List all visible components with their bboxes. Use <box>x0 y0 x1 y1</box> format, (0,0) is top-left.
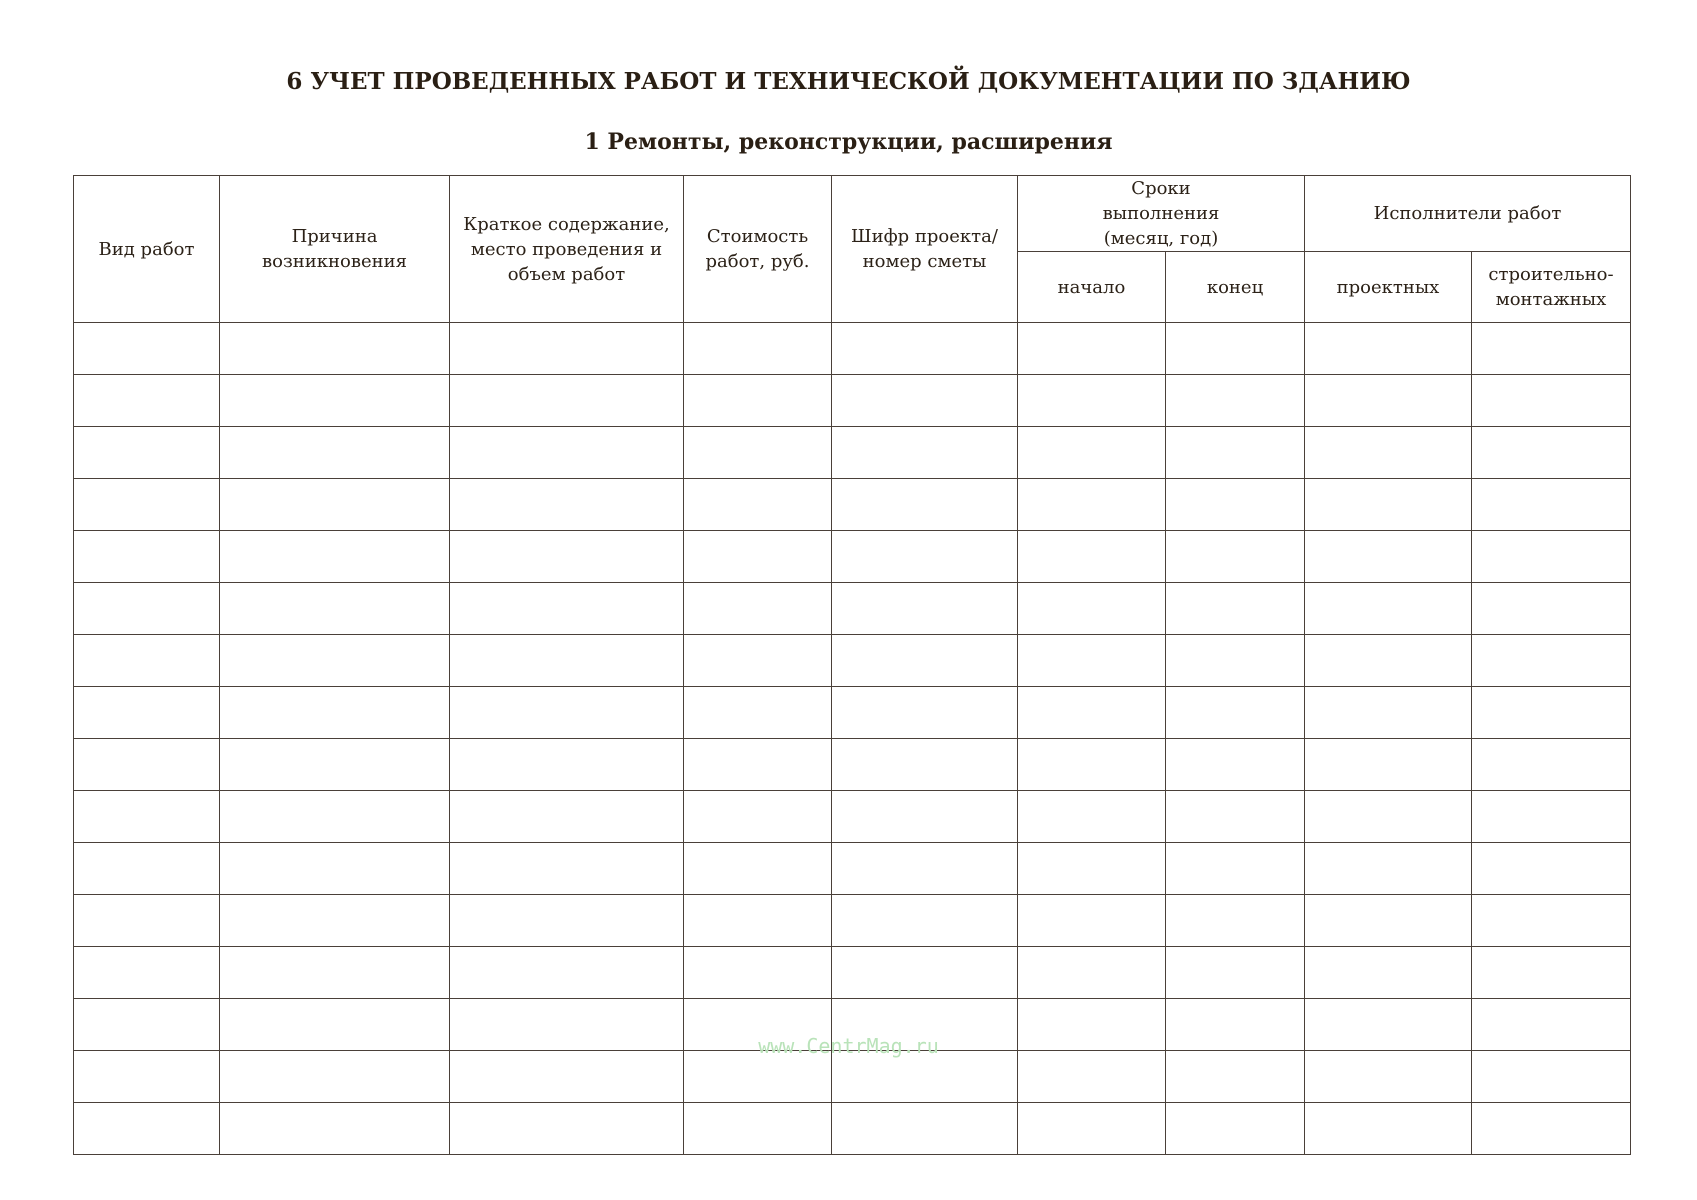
header-executors: Исполнители работ <box>1305 176 1631 252</box>
table-cell[interactable] <box>1472 583 1631 635</box>
table-cell[interactable] <box>450 739 684 791</box>
table-cell[interactable] <box>74 531 220 583</box>
table-cell[interactable] <box>1305 843 1472 895</box>
header-cost: Стоимость работ, руб. <box>684 176 832 323</box>
table-cell[interactable] <box>832 791 1018 843</box>
table-cell[interactable] <box>684 739 832 791</box>
table-cell[interactable] <box>74 635 220 687</box>
table-cell[interactable] <box>1018 1051 1166 1103</box>
table-cell[interactable] <box>1166 843 1305 895</box>
table-cell[interactable] <box>1018 427 1166 479</box>
table-cell[interactable] <box>220 479 450 531</box>
table-cell[interactable] <box>1018 635 1166 687</box>
table-cell[interactable] <box>450 1051 684 1103</box>
table-cell[interactable] <box>832 531 1018 583</box>
table-cell[interactable] <box>220 947 450 999</box>
table-cell[interactable] <box>832 635 1018 687</box>
table-cell[interactable] <box>1472 427 1631 479</box>
table-cell[interactable] <box>220 375 450 427</box>
table-cell[interactable] <box>1472 1051 1631 1103</box>
table-cell[interactable] <box>450 947 684 999</box>
table-cell[interactable] <box>450 1103 684 1155</box>
table-body <box>74 323 1631 1155</box>
table-cell[interactable] <box>1166 427 1305 479</box>
table-cell[interactable] <box>450 895 684 947</box>
table-cell[interactable] <box>74 1051 220 1103</box>
table-cell[interactable] <box>1166 687 1305 739</box>
table-cell[interactable] <box>1305 895 1472 947</box>
table-cell[interactable] <box>832 1103 1018 1155</box>
table-cell[interactable] <box>220 635 450 687</box>
table-cell[interactable] <box>1305 375 1472 427</box>
table-cell[interactable] <box>1472 947 1631 999</box>
table-cell[interactable] <box>74 1103 220 1155</box>
table-cell[interactable] <box>1018 739 1166 791</box>
header-design: проектных <box>1305 252 1472 323</box>
table-cell[interactable] <box>1305 1103 1472 1155</box>
table-cell[interactable] <box>74 843 220 895</box>
table-cell[interactable] <box>832 843 1018 895</box>
table-cell[interactable] <box>684 323 832 375</box>
table-row <box>74 895 1631 947</box>
table-cell[interactable] <box>684 947 832 999</box>
table-cell[interactable] <box>1305 947 1472 999</box>
table-cell[interactable] <box>1305 1051 1472 1103</box>
table-cell[interactable] <box>1305 427 1472 479</box>
table-cell[interactable] <box>1305 323 1472 375</box>
table-cell[interactable] <box>450 843 684 895</box>
table-cell[interactable] <box>1166 895 1305 947</box>
table-cell[interactable] <box>1018 843 1166 895</box>
table-row <box>74 947 1631 999</box>
table-cell[interactable] <box>1166 531 1305 583</box>
table-row <box>74 583 1631 635</box>
header-deadlines: Сроки выполнения (месяц, год) <box>1018 176 1305 252</box>
table-cell[interactable] <box>1018 531 1166 583</box>
table-cell[interactable] <box>220 583 450 635</box>
table-cell[interactable] <box>1166 375 1305 427</box>
table-cell[interactable] <box>74 895 220 947</box>
table-cell[interactable] <box>832 895 1018 947</box>
table-cell[interactable] <box>220 843 450 895</box>
table-cell[interactable] <box>684 375 832 427</box>
section-subtitle: 1 Ремонты, реконструкции, расширения <box>584 129 1113 155</box>
header-start: начало <box>1018 252 1166 323</box>
table-cell[interactable] <box>1472 843 1631 895</box>
table-cell[interactable] <box>1018 323 1166 375</box>
table-cell[interactable] <box>450 687 684 739</box>
table-cell[interactable] <box>74 687 220 739</box>
header-construction: строительно-монтажных <box>1472 252 1631 323</box>
table-cell[interactable] <box>1305 479 1472 531</box>
table-cell[interactable] <box>1018 947 1166 999</box>
table-cell[interactable] <box>1472 323 1631 375</box>
table-cell[interactable] <box>450 427 684 479</box>
table-cell[interactable] <box>220 687 450 739</box>
table-cell[interactable] <box>832 1051 1018 1103</box>
table-cell[interactable] <box>1305 531 1472 583</box>
table-cell[interactable] <box>74 947 220 999</box>
table-cell[interactable] <box>832 479 1018 531</box>
table-cell[interactable] <box>832 583 1018 635</box>
table-cell[interactable] <box>1166 635 1305 687</box>
table-cell[interactable] <box>1166 791 1305 843</box>
table-cell[interactable] <box>684 791 832 843</box>
table-cell[interactable] <box>684 1051 832 1103</box>
table-cell[interactable] <box>220 531 450 583</box>
table-cell[interactable] <box>450 323 684 375</box>
table-cell[interactable] <box>684 531 832 583</box>
table-cell[interactable] <box>74 583 220 635</box>
table-cell[interactable] <box>1472 739 1631 791</box>
table-cell[interactable] <box>74 791 220 843</box>
table-cell[interactable] <box>1018 895 1166 947</box>
table-row <box>74 739 1631 791</box>
table-cell[interactable] <box>684 479 832 531</box>
table-row <box>74 1103 1631 1155</box>
table-cell[interactable] <box>1166 1103 1305 1155</box>
table-cell[interactable] <box>220 323 450 375</box>
table-cell[interactable] <box>1166 739 1305 791</box>
table-cell[interactable] <box>450 791 684 843</box>
table-cell[interactable] <box>1305 583 1472 635</box>
table-cell[interactable] <box>1305 635 1472 687</box>
table-cell[interactable] <box>832 375 1018 427</box>
table-row <box>74 479 1631 531</box>
table-cell[interactable] <box>450 479 684 531</box>
table-cell[interactable] <box>1018 791 1166 843</box>
page-title: 6 УЧЕТ ПРОВЕДЕННЫХ РАБОТ И ТЕХНИЧЕСКОЙ ДОКУМЕНТАЦИИ ПО ЗДАНИЮ <box>286 68 1411 95</box>
table-row <box>74 687 1631 739</box>
table-cell[interactable] <box>832 427 1018 479</box>
table-cell[interactable] <box>832 739 1018 791</box>
header-work-type: Вид работ <box>74 176 220 323</box>
table-cell[interactable] <box>450 531 684 583</box>
table-cell[interactable] <box>1166 1051 1305 1103</box>
table-cell[interactable] <box>832 947 1018 999</box>
table-row <box>74 375 1631 427</box>
table-cell[interactable] <box>1472 479 1631 531</box>
table-cell[interactable] <box>684 427 832 479</box>
table-cell[interactable] <box>450 583 684 635</box>
table-cell[interactable] <box>74 479 220 531</box>
works-log-table <box>73 175 1631 1155</box>
table-cell[interactable] <box>684 687 832 739</box>
table-row <box>74 323 1631 375</box>
table-cell[interactable] <box>74 427 220 479</box>
table-row <box>74 791 1631 843</box>
header-end: конец <box>1166 252 1305 323</box>
table-cell[interactable] <box>220 1103 450 1155</box>
table-cell[interactable] <box>1018 687 1166 739</box>
table-cell[interactable] <box>1018 479 1166 531</box>
table-cell[interactable] <box>1166 583 1305 635</box>
table-cell[interactable] <box>450 635 684 687</box>
table-row <box>74 843 1631 895</box>
table-cell[interactable] <box>220 427 450 479</box>
table-cell[interactable] <box>1472 1103 1631 1155</box>
table-cell[interactable] <box>684 895 832 947</box>
table-cell[interactable] <box>1472 531 1631 583</box>
table-cell[interactable] <box>684 583 832 635</box>
table-cell[interactable] <box>1018 375 1166 427</box>
watermark: www.CentrMag.ru <box>758 1034 939 1058</box>
table-cell[interactable] <box>1472 375 1631 427</box>
table-cell[interactable] <box>1018 1103 1166 1155</box>
table-cell[interactable] <box>1305 791 1472 843</box>
header-cause: Причина возникновения <box>220 176 450 323</box>
table-cell[interactable] <box>74 323 220 375</box>
table-row <box>74 427 1631 479</box>
table-cell[interactable] <box>74 739 220 791</box>
table-cell[interactable] <box>684 843 832 895</box>
table-row <box>74 531 1631 583</box>
table-cell[interactable] <box>1472 791 1631 843</box>
table-cell[interactable] <box>832 323 1018 375</box>
table-row <box>74 635 1631 687</box>
table-cell[interactable] <box>220 895 450 947</box>
table-cell[interactable] <box>1472 895 1631 947</box>
table-cell[interactable] <box>1305 739 1472 791</box>
table-cell[interactable] <box>1166 947 1305 999</box>
table-cell[interactable] <box>74 375 220 427</box>
table-cell[interactable] <box>684 635 832 687</box>
table-cell[interactable] <box>1472 687 1631 739</box>
table-cell[interactable] <box>220 791 450 843</box>
table-cell[interactable] <box>1305 687 1472 739</box>
table-cell[interactable] <box>1166 323 1305 375</box>
table-cell[interactable] <box>1166 479 1305 531</box>
table-cell[interactable] <box>220 739 450 791</box>
table-row <box>74 1051 1631 1103</box>
header-project-code: Шифр проекта/ номер сметы <box>832 176 1018 323</box>
table-cell[interactable] <box>450 375 684 427</box>
table-cell[interactable] <box>220 1051 450 1103</box>
table-cell[interactable] <box>832 687 1018 739</box>
table-cell[interactable] <box>1018 583 1166 635</box>
table-cell[interactable] <box>1472 635 1631 687</box>
table-cell[interactable] <box>684 1103 832 1155</box>
header-summary: Краткое содержание, место проведения и объем работ <box>450 176 684 323</box>
